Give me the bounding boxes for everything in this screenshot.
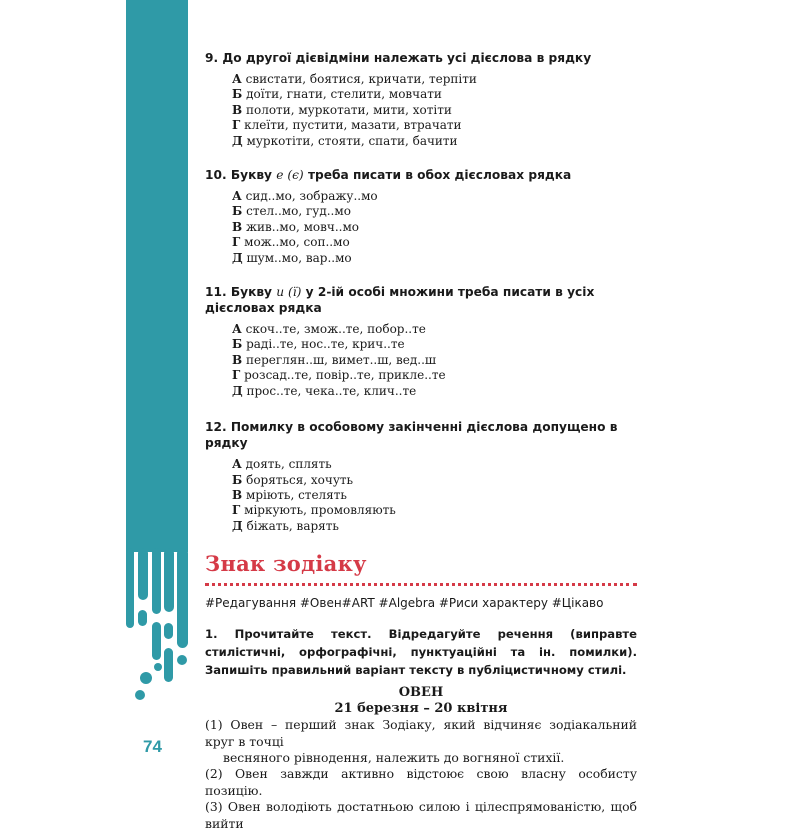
reading-title: ОВЕН [398, 685, 444, 701]
question-title: 10. Букву е (є) треба писати в обох дієсловах рядка [205, 168, 572, 183]
reading-paragraph: (3) Овен володіють достатньою силою і цілеспрямованістю, щоб вийти [205, 799, 637, 831]
answer-option: В мріють, стелять [232, 487, 347, 502]
answer-option: А доять, сплять [232, 457, 332, 472]
question-title: 12. Помилку в особовому закінченні дієслова допущено в рядку [205, 420, 618, 451]
dotted-divider [205, 583, 637, 586]
answer-option: В жив..мо, мовч..мо [232, 219, 360, 234]
reading-date: 21 березня – 20 квітня [334, 701, 508, 717]
answer-option: А сид..мо, зображу..мо [232, 189, 378, 204]
question-12 [205, 419, 637, 534]
answer-option: А скоч..те, змож..те, побор..те [232, 322, 426, 337]
question-10 [205, 167, 637, 266]
decorative-sidebar [126, 0, 188, 800]
question-11 [205, 284, 637, 399]
answer-option: Г клеїти, пустити, мазати, втрачати [232, 118, 462, 133]
page-number: 74 [143, 737, 162, 756]
answer-option: Б доїти, гнати, стелити, мовчати [232, 87, 442, 102]
answer-options [232, 457, 637, 534]
answer-option: Г мож..мо, соп..мо [232, 235, 350, 250]
answer-option: Д шум..мо, вар..мо [232, 250, 352, 265]
hashtags: #Редагування #Овен#ART #Algebra #Риси характеру #Цікаво [205, 596, 604, 611]
question-9 [205, 50, 637, 149]
answer-option: Б стел..мо, гуд..мо [232, 204, 351, 219]
answer-option: Г міркують, промовляють [232, 503, 396, 518]
question-title: 11. Букву и (ї) у 2-ій особі множини треба писати в усіх дієсловах рядка [205, 285, 595, 316]
answer-option: В полоти, муркотати, мити, хотіти [232, 102, 452, 117]
answer-option: Б боряться, хочуть [232, 472, 354, 487]
answer-option: Д муркотіти, стояти, спати, бачити [232, 133, 458, 148]
answer-option: В переглян..ш, вимет..ш, вед..ш [232, 352, 437, 367]
answer-options [232, 189, 637, 266]
reading-paragraph-continuation: весняного рівнодення, належить до вогняної стихії. [223, 749, 565, 765]
answer-options [232, 72, 637, 149]
question-title: 9. До другої дієвідміни належать усі дієслова в рядку [205, 51, 592, 65]
answer-option: Д біжать, варять [232, 518, 339, 533]
reading-paragraph: (1) Овен – перший знак Зодіаку, який відчиняє зодіакальний круг в точці [205, 717, 637, 749]
reading-paragraph: (2) Овен завжди активно відстоює свою власну особисту позицію. [205, 766, 637, 798]
page-content [205, 50, 637, 832]
answer-option: А свистати, боятися, кричати, терпіти [232, 72, 477, 86]
sidebar-drip-shape [126, 0, 188, 800]
section-title: Знак зодіаку [205, 551, 367, 577]
answer-option: Б раді..те, нос..те, крич..те [232, 337, 405, 352]
answer-option: Д прос..те, чека..те, клич..те [232, 383, 417, 398]
task-instruction: 1. Прочитайте текст. Відредагуйте речення (виправте стилістичні, орфографічні, пунктуаційні та ін. помилки). Запишіть правильний варіант тексту в публіцистичному стилі. [205, 627, 637, 678]
answer-options [232, 322, 637, 399]
answer-option: Г розсад..те, повір..те, прикле..те [232, 368, 446, 383]
